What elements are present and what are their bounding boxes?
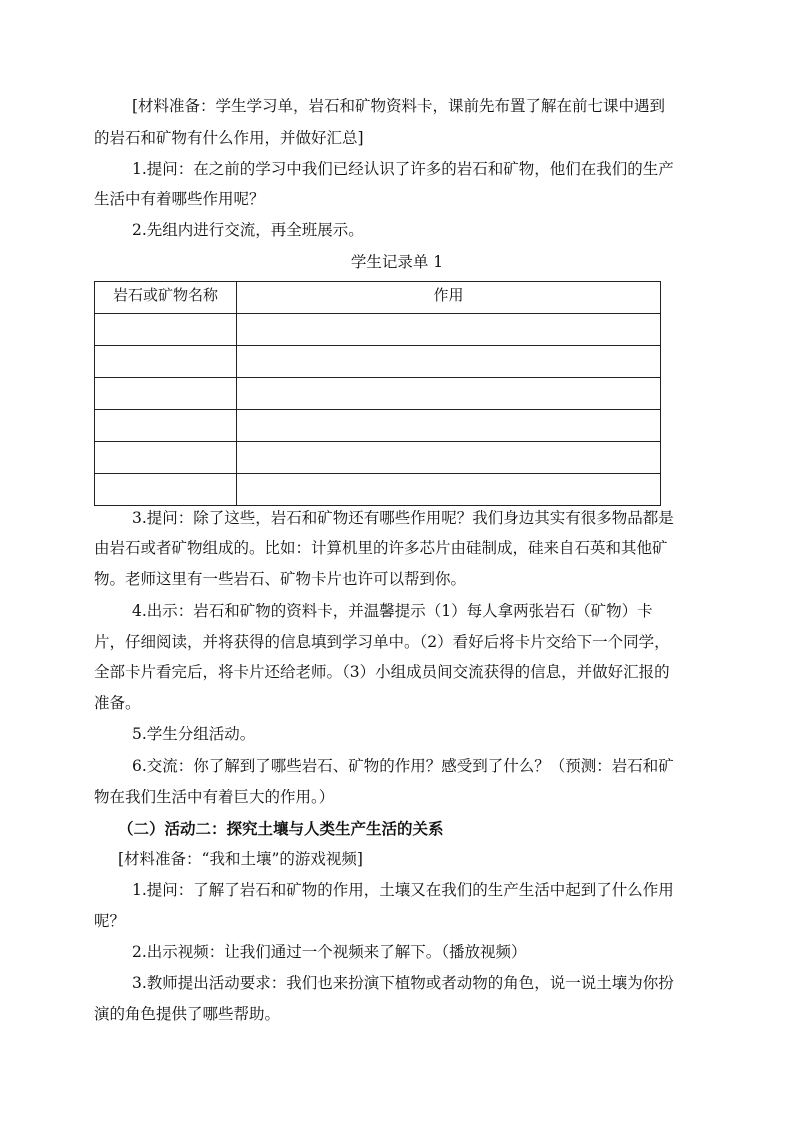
paragraph-q3-line3: 物。老师这里有一些岩石、矿物卡片也许可以帮到你。 xyxy=(94,570,467,588)
table-cell xyxy=(237,410,661,442)
paragraph-step4-line1: 4.出示：岩石和矿物的资料卡，并温馨提示（1）每人拿两张岩石（矿物）卡 xyxy=(132,602,653,620)
table-row xyxy=(95,346,661,378)
table-cell xyxy=(237,314,661,346)
paragraph-step5: 5.学生分组活动。 xyxy=(132,725,256,743)
table-cell xyxy=(95,442,237,474)
table-header-name: 岩石或矿物名称 xyxy=(95,282,237,314)
paragraph-step6-line1: 6.交流：你了解到了哪些岩石、矿物的作用？感受到了什么？（预测：岩石和矿 xyxy=(132,757,674,775)
paragraph-q1-line2: 生活中有着哪些作用呢？ xyxy=(94,190,265,208)
table-cell xyxy=(95,410,237,442)
paragraph-step4-line3: 全部卡片看完后，将卡片还给老师。（3）小组成员间交流获得的信息，并做好汇报的 xyxy=(94,663,670,681)
table-row xyxy=(95,378,661,410)
table-header-row xyxy=(95,282,661,314)
paragraph-step6-line2: 物在我们生活中有着巨大的作用。） xyxy=(94,788,335,806)
table-header-use: 作用 xyxy=(237,282,661,314)
paragraph-step4-line2: 片，仔细阅读，并将获得的信息填到学习单中。（2）看好后将卡片交给下一个同学， xyxy=(94,633,670,651)
paragraph-a2-q1-line2: 呢？ xyxy=(94,912,126,930)
paragraph-step4-line4: 准备。 xyxy=(94,694,141,712)
paragraph-materials-line2: 的岩石和矿物有什么作用，并做好汇总] xyxy=(94,129,364,147)
paragraph-a2-q1-line1: 1.提问：了解了岩石和矿物的作用，土壤又在我们的生产生活中起到了什么作用 xyxy=(132,881,674,899)
paragraph-a2-step2: 2.出示视频：让我们通过一个视频来了解下。（播放视频） xyxy=(132,943,527,961)
paragraph-q3-line2: 由岩石或者矿物组成的。比如：计算机里的许多芯片由硅制成，硅来自石英和其他矿 xyxy=(94,539,668,557)
table-row xyxy=(95,410,661,442)
table-cell xyxy=(237,346,661,378)
record-table xyxy=(94,281,661,506)
table-row xyxy=(95,474,661,506)
table-row xyxy=(95,314,661,346)
paragraph-a2-step3-line1: 3.教师提出活动要求：我们也来扮演下植物或者动物的角色，说一说土壤为你扮 xyxy=(132,974,674,992)
table-cell xyxy=(237,474,661,506)
paragraph-step2: 2.先组内进行交流，再全班展示。 xyxy=(132,221,364,239)
table-cell xyxy=(237,378,661,410)
paragraph-a2-step3-line2: 演的角色提供了哪些帮助。 xyxy=(94,1005,281,1023)
table-cell xyxy=(95,346,237,378)
table-row xyxy=(95,442,661,474)
paragraph-q3-line1: 3.提问：除了这些，岩石和矿物还有哪些作用呢？我们身边其实有很多物品都是 xyxy=(132,509,674,527)
table-cell xyxy=(95,314,237,346)
paragraph-materials2: [材料准备：“我和土壤”的游戏视频] xyxy=(118,850,363,868)
table-caption: 学生记录单 1 xyxy=(350,253,444,271)
table-cell xyxy=(95,474,237,506)
section-heading-activity2: （二）活动二：探究土壤与人类生产生活的关系 xyxy=(118,819,444,838)
table-cell xyxy=(95,378,237,410)
paragraph-q1-line1: 1.提问：在之前的学习中我们已经认识了许多的岩石和矿物，他们在我们的生产 xyxy=(132,160,674,178)
table-cell xyxy=(237,442,661,474)
paragraph-materials-line1: [材料准备：学生学习单，岩石和矿物资料卡，课前先布置了解在前七课中遇到 xyxy=(132,97,666,115)
